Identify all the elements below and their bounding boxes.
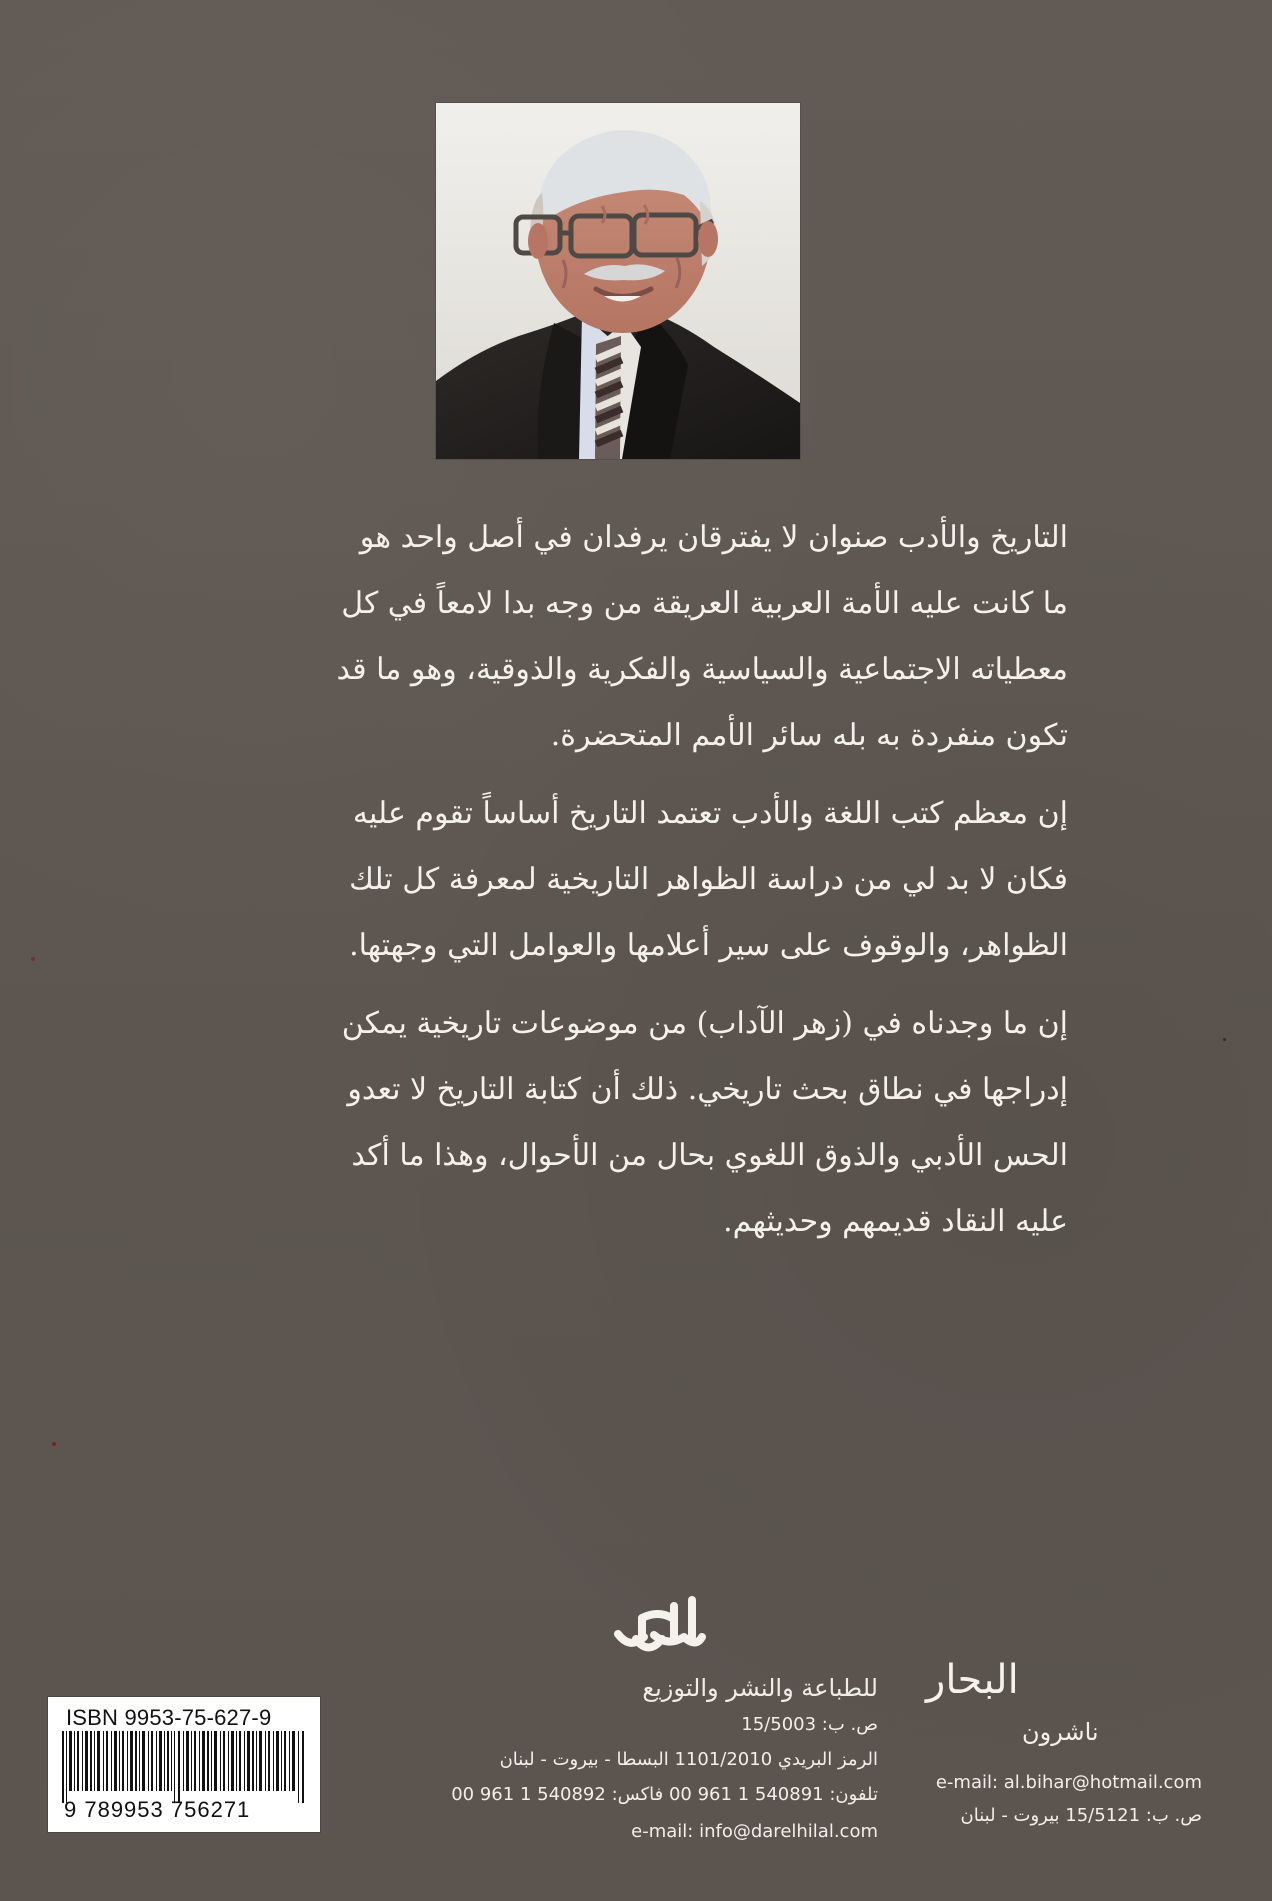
publisher-hilal-block [451, 1592, 878, 1862]
hilal-logo [610, 1592, 708, 1666]
hilal-phones: تلفون: 540891 1 961 00 فاكس: 540892 1 961 00 [451, 1784, 878, 1805]
back-cover-blurb [160, 505, 1068, 1267]
cover-speck [52, 1442, 56, 1446]
cover-speck [1223, 1038, 1226, 1041]
cover-speck [31, 957, 35, 961]
bihar-subtitle: ناشرون [1022, 1718, 1099, 1746]
barcode-bars [58, 1731, 310, 1803]
blurb-paragraph-1: التاريخ والأدب صنوان لا يفترقان يرفدان في أصل واحد هو ما كانت عليه الأمة العربية العريقة من وجه بدا لامعاً في كل معطياته الاجتماعية والسياسية والفكرية والذوقية، وهو ما قد تكون منفردة به بله سائر الأمم المتحضرة. [336, 520, 1068, 753]
author-photo [436, 103, 800, 459]
bihar-pobox: ص. ب: 15/5121 بيروت - لبنان [960, 1805, 1202, 1826]
bihar-email: e-mail: al.bihar@hotmail.com [935, 1772, 1202, 1793]
barcode-digits: 9 789953 756271 [64, 1797, 251, 1822]
publisher-bihar-block [872, 1657, 1202, 1840]
blurb-paragraph-3: إن ما وجدناه في (زهر الآداب) من موضوعات تاريخية يمكن إدراجها في نطاق بحث تاريخي. ذلك أن كتابة التاريخ لا تعدو الحس الأدبي والذوق اللغوي بحال من الأحوال، وهذا ما أكد عليه النقاد قديمهم وحديثهم. [341, 1006, 1068, 1239]
isbn-number: ISBN 9953-75-627-9 [66, 1705, 272, 1730]
isbn-barcode [48, 1697, 320, 1832]
hilal-subtitle: للطباعة والنشر والتوزيع [642, 1674, 878, 1702]
hilal-pobox: ص. ب: 15/5003 [741, 1714, 878, 1735]
blurb-paragraph-2: إن معظم كتب اللغة والأدب تعتمد التاريخ أساساً تقوم عليه فكان لا بد لي من دراسة الظواهر التاريخية لمعرفة كل تلك الظواهر، والوقوف على سير أعلامها والعوامل التي وجهتها. [349, 796, 1068, 963]
hilal-postal-address: الرمز البريدي 1101/2010 البسطا - بيروت - لبنان [499, 1749, 878, 1770]
hilal-email: e-mail: info@darelhilal.com [631, 1821, 878, 1842]
bihar-logo: البحار [926, 1657, 1019, 1703]
author-portrait [436, 103, 800, 459]
